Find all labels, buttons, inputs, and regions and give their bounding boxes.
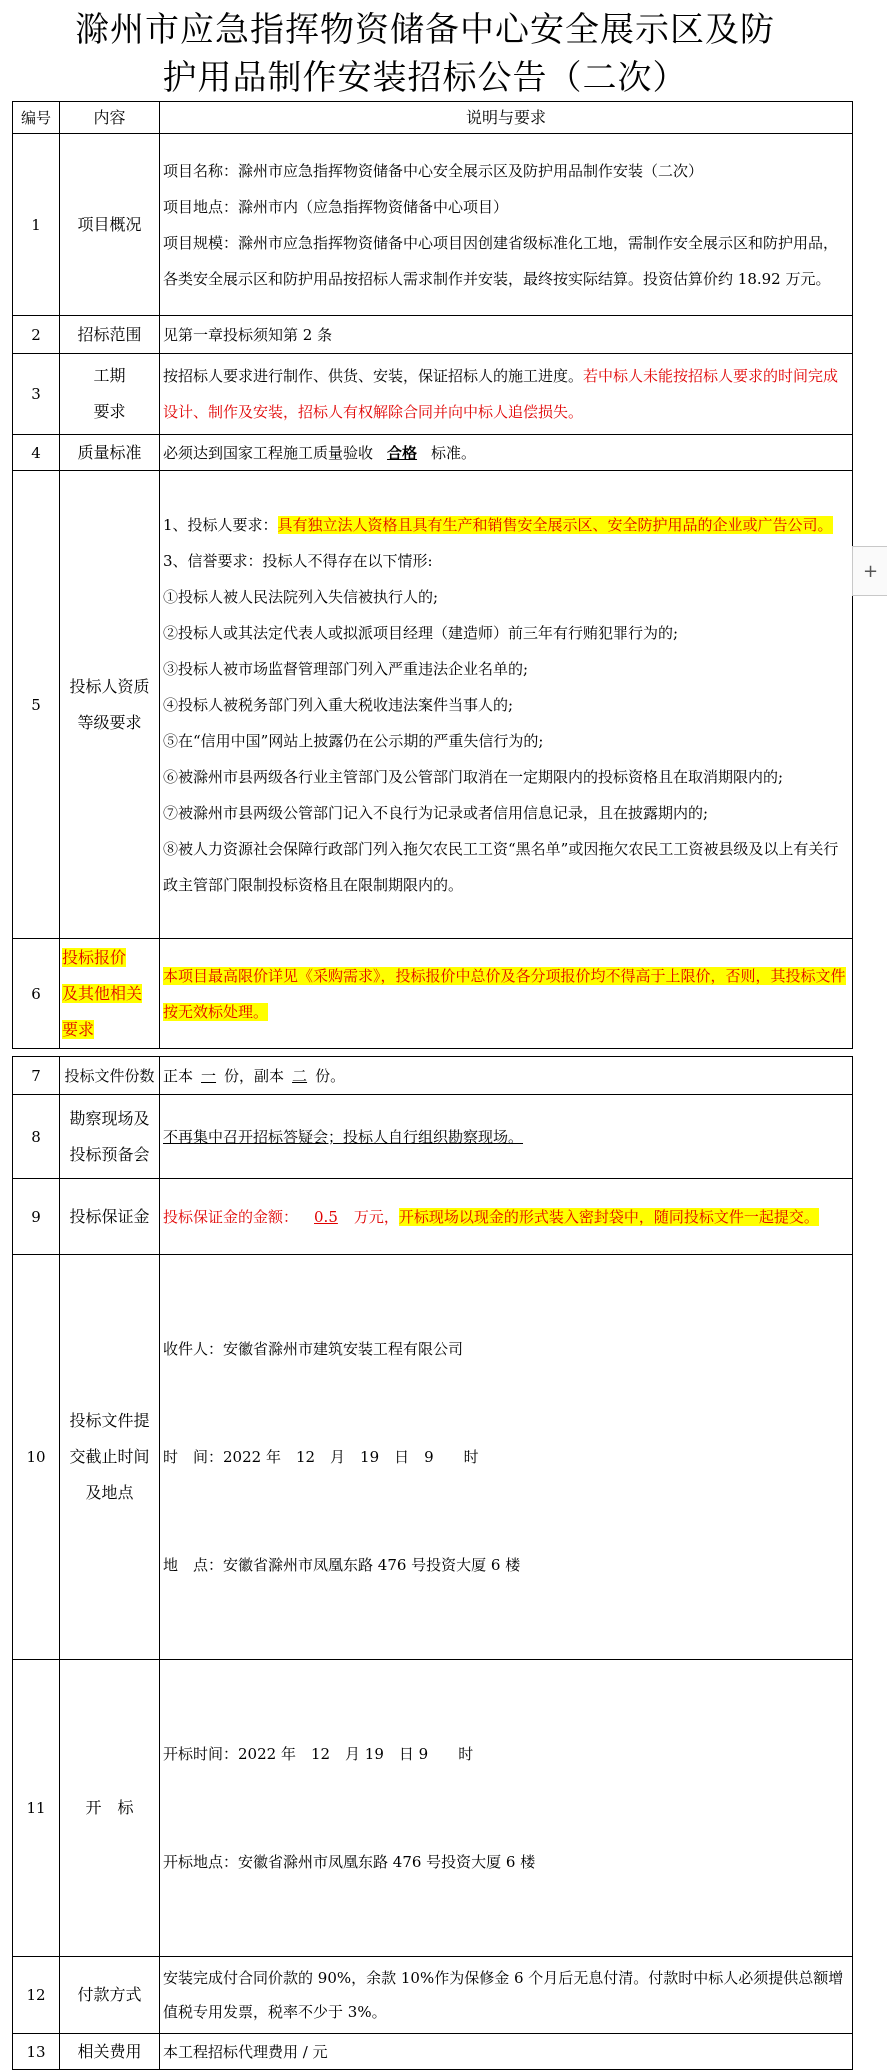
- table-row: [13, 134, 853, 316]
- page-title-line-2: 护用品制作安装招标公告（二次）: [162, 58, 688, 98]
- quality-value: 合格: [387, 443, 418, 462]
- row-description: [160, 1179, 853, 1255]
- list-item: ③投标人被市场监督管理部门列入严重违法企业名单的;: [163, 659, 529, 678]
- deposit-unit: 万元，: [353, 1207, 399, 1226]
- row-description: [160, 1095, 853, 1179]
- list-item: ⑤在“信用中国”网站上披露仍在公示期的严重失信行为的;: [163, 731, 544, 750]
- schedule-text: 按招标人要求进行制作、供货、安装，保证招标人的施工进度。: [163, 367, 584, 385]
- header-description: 说明与要求: [160, 102, 853, 134]
- row-category: 投标文件份数: [60, 1057, 160, 1095]
- project-location: 项目地点：滁州市内（应急指挥物资储备中心项目）: [163, 197, 509, 216]
- list-item: ⑦被滁州市县两级公管部门记入不良行为记录或者信用信息记录，且在披露期内的;: [163, 803, 709, 822]
- quality-prefix: 必须达到国家工程施工质量验收: [163, 443, 374, 462]
- bidder-requirement-label: 1、投标人要求：: [163, 515, 278, 534]
- row-number: 12: [13, 1957, 60, 2034]
- expand-plus-icon[interactable]: +: [852, 546, 887, 596]
- category-line: 交截止时间: [69, 1447, 150, 1466]
- list-item: ①投标人被人民法院列入失信被执行人的;: [163, 587, 439, 606]
- category-line: 及地点: [85, 1483, 134, 1502]
- row-description: [160, 1057, 853, 1095]
- category-line: 投标文件提: [69, 1411, 150, 1430]
- row-category: [60, 1255, 160, 1660]
- category-line: 及其他相关: [62, 983, 143, 1003]
- copies-suffix: 份。: [315, 1066, 346, 1085]
- table-row: [13, 939, 853, 1049]
- row-number: 11: [13, 1660, 60, 1957]
- header-number: 编号: [13, 102, 60, 134]
- category-line: 要求: [62, 1019, 95, 1039]
- row-number: 8: [13, 1095, 60, 1179]
- row-number: 3: [13, 354, 60, 435]
- row-category: 开 标: [60, 1660, 160, 1957]
- list-item: ④投标人被税务部门列入重大税收违法案件当事人的;: [163, 695, 514, 714]
- duplicate-copies-value: 二: [292, 1066, 308, 1085]
- table-row: [13, 1957, 853, 2034]
- schedule-penalty-text: 若中标人未能按招标人要求的时间完成设计、制作及安装，招标人有权解除合同并向中标人追偿损失。: [163, 367, 839, 421]
- duplicate-copies-label: 份，副本: [224, 1066, 285, 1085]
- row-description: [160, 1660, 853, 1957]
- table-row: [13, 2034, 853, 2070]
- row-category: 质量标准: [60, 435, 160, 471]
- row-category: [60, 1095, 160, 1179]
- category-line: 要求: [93, 402, 126, 421]
- category-line: 投标预备会: [69, 1144, 150, 1164]
- row-category: [60, 939, 160, 1049]
- opening-time: 开标时间：2022 年 12 月 19 日 9 时: [163, 1745, 474, 1763]
- row-number: 1: [13, 134, 60, 316]
- table-header-row: [13, 102, 853, 134]
- submission-location: 地 点：安徽省滁州市凤凰东路 476 号投资大厦 6 楼: [163, 1556, 521, 1574]
- row-category: 投标保证金: [60, 1179, 160, 1255]
- row-number: 5: [13, 471, 60, 939]
- tender-table-part-1: [12, 101, 853, 1049]
- deadline-time: 时 间：2022 年 12 月 19 日 9 时: [163, 1448, 479, 1466]
- list-item: ②投标人或其法定代表人或拟派项目经理（建造师）前三年有行贿犯罪行为的;: [163, 623, 679, 642]
- category-line: 投标报价: [62, 947, 127, 967]
- row-description: 安装完成付合同价款的 90%，余款 10%作为保修金 6 个月后无息付清。付款时中标人必须提供总额增值税专用发票，税率不少于 3%。: [160, 1957, 853, 2034]
- table-row: [13, 1660, 853, 1957]
- site-visit-text: 不再集中召开招标答疑会；投标人自行组织勘察现场。: [163, 1127, 524, 1146]
- row-description: [160, 939, 853, 1049]
- quality-suffix: 标准。: [431, 443, 477, 462]
- row-number: 2: [13, 316, 60, 354]
- row-description: [160, 354, 853, 435]
- category-line: 投标人资质: [69, 676, 150, 696]
- tender-table-part-2: [12, 1056, 853, 2070]
- table-row: [13, 354, 853, 435]
- original-copies-value: 一: [201, 1066, 217, 1085]
- table-row: [13, 435, 853, 471]
- row-description: [160, 1255, 853, 1660]
- row-description: 见第一章投标须知第 2 条: [160, 316, 853, 354]
- row-number: 10: [13, 1255, 60, 1660]
- table-row: [13, 1255, 853, 1660]
- list-item: ⑧被人力资源社会保障行政部门列入拖欠农民工工资“黑名单”或因拖欠农民工工资被县级及以上有关行政主管部门限制投标资格且在限制期限内的。: [163, 839, 839, 894]
- category-line: 工期: [93, 366, 126, 385]
- category-line: 勘察现场及: [69, 1108, 150, 1128]
- opening-location: 开标地点：安徽省滁州市凤凰东路 476 号投资大厦 6 楼: [163, 1853, 536, 1871]
- table-row: [13, 316, 853, 354]
- deposit-method-text: 开标现场以现金的形式装入密封袋中，随同投标文件一起提交。: [398, 1207, 819, 1226]
- original-copies-label: 正本: [163, 1066, 194, 1085]
- row-category: 招标范围: [60, 316, 160, 354]
- row-number: 7: [13, 1057, 60, 1095]
- table-row: [13, 471, 853, 939]
- project-name: 项目名称：滁州市应急指挥物资储备中心安全展示区及防护用品制作安装（二次）: [163, 161, 704, 180]
- deposit-amount: 0.5: [314, 1207, 338, 1226]
- row-number: 9: [13, 1179, 60, 1255]
- table-row: [13, 1057, 853, 1095]
- deposit-label: 投标保证金的金额：: [163, 1207, 299, 1226]
- row-category: 付款方式: [60, 1957, 160, 2034]
- table-row: [13, 1179, 853, 1255]
- row-description: 本工程招标代理费用 / 元: [160, 2034, 853, 2070]
- recipient: 收件人：安徽省滁州市建筑安装工程有限公司: [163, 1340, 464, 1358]
- bidder-requirement: [163, 507, 849, 543]
- row-number: 13: [13, 2034, 60, 2070]
- category-line: 等级要求: [77, 712, 142, 732]
- bid-price-requirement: 本项目最高限价详见《采购需求》，投标报价中总价及各分项报价均不得高于上限价，否则，其投标文件按无效标处理。: [163, 966, 846, 1021]
- row-description: [160, 471, 853, 939]
- page-title-line-1: 滁州市应急指挥物资储备中心安全展示区及防: [75, 10, 775, 50]
- row-description: [160, 435, 853, 471]
- credit-requirement: 3、信誉要求：投标人不得存在以下情形:: [163, 551, 433, 570]
- header-content: 内容: [60, 102, 160, 134]
- project-scale: 项目规模：滁州市应急指挥物资储备中心项目因创建省级标准化工地，需制作安全展示区和防护用品，各类安全展示区和防护用品按招标人需求制作并安装，最终按实际结算。投资估算价约 18.92 万元。: [163, 233, 839, 288]
- row-number: 4: [13, 435, 60, 471]
- row-number: 6: [13, 939, 60, 1049]
- list-item: ⑥被滁州市县两级各行业主管部门及公管部门取消在一定期限内的投标资格且在取消期限内的;: [163, 767, 784, 786]
- row-category: 项目概况: [60, 134, 160, 316]
- row-category: [60, 354, 160, 435]
- row-description: [160, 134, 853, 316]
- row-category: 相关费用: [60, 2034, 160, 2070]
- bidder-requirement-text: 具有独立法人资格且具有生产和销售安全展示区、安全防护用品的企业或广告公司。: [277, 515, 833, 534]
- row-category: [60, 471, 160, 939]
- table-row: [13, 1095, 853, 1179]
